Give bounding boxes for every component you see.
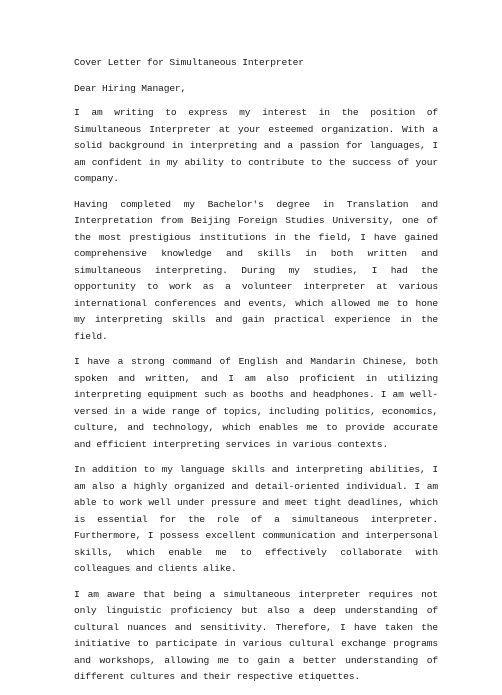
document-page [74,55,438,695]
paragraph-1: I am writing to express my interest in the position of Simultaneous Interpreter at your esteemed organization. With a solid background in interpreting and a passion for languages, I am confident in my ability to contribute to the success of your company. [74,107,438,184]
paragraph-3: I have a strong command of English and Mandarin Chinese, both spoken and written, and I am also proficient in utilizing interpreting equipment such as booths and headphones. I am well-versed in a wide range of topics, including politics, economics, culture, and technology, which enables me to provide accurate and efficient interpreting services in various contexts. [74,356,438,450]
document-title: Cover Letter for Simultaneous Interpreter [74,57,304,68]
paragraph-2: Having completed my Bachelor's degree in Translation and Interpretation from Beijing Foreign Studies University, one of the most prestigious institutions in the field, I have gained comprehensive knowledge and skills in both written and simultaneous interpreting. During my studies, I had the opportunity to work as a volunteer interpreter at various international conferences and events, which allowed me to hone my interpreting skills and gain practical experience in the field. [74,198,438,342]
salutation: Dear Hiring Manager, [74,82,187,94]
paragraph-4: In addition to my language skills and interpreting abilities, I am also a highly organized and detail-oriented individual. I am able to work well under pressure and meet tight deadlines, which is essential for the role of a simultaneous interpreter. Furthermore, I possess excellent communication and interpersonal skills, which enable me to effectively collaborate with colleagues and clients alike. [74,464,438,574]
paragraph-5: I am aware that being a simultaneous interpreter requires not only linguistic proficiency but also a deep understanding of cultural nuances and sensitivity. Therefore, I have taken the initiative to participate in various cultural exchange programs and workshops, allowing me to gain a better understanding of different cultures and their respective etiquettes. [74,588,438,682]
